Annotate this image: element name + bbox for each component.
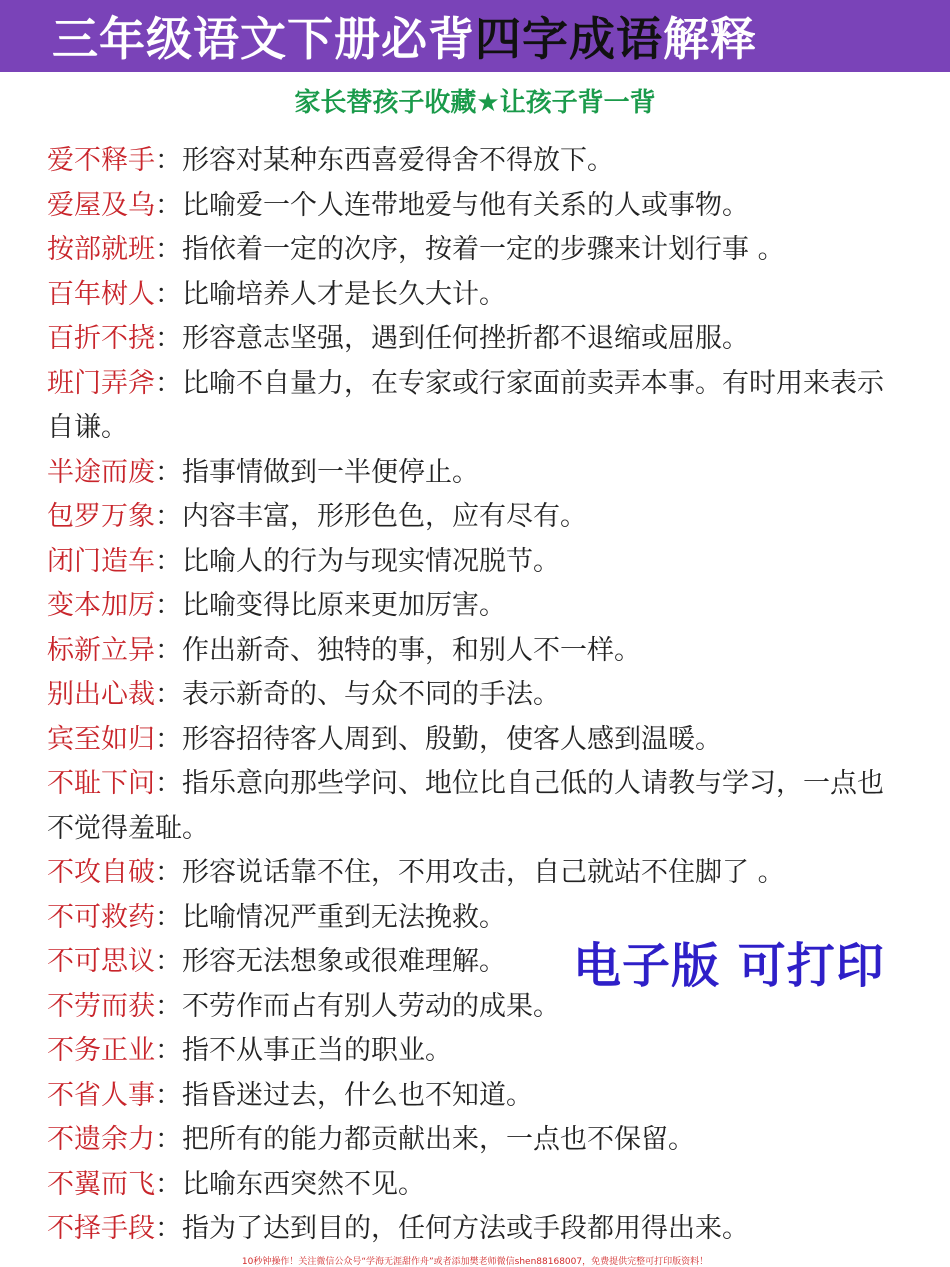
- separator: ：: [155, 634, 182, 666]
- idiom-entry: [47, 495, 907, 540]
- idiom-entry: [47, 273, 907, 318]
- separator: ：: [155, 946, 182, 977]
- separator: ：: [155, 189, 182, 221]
- idiom-entry: [47, 362, 907, 451]
- idiom-definition: 指不从事正当的职业。: [182, 1035, 452, 1066]
- idiom-term: 按部就班: [47, 234, 155, 265]
- idiom-term: 别出心裁: [47, 679, 155, 710]
- idiom-definition: 作出新奇、独特的事，和别人不一样。: [182, 634, 641, 666]
- idiom-term: 不遗余力: [47, 1124, 155, 1155]
- idiom-definition: 形容对某种东西喜爱得舍不得放下。: [182, 145, 614, 176]
- idiom-term: 半途而废: [47, 456, 155, 488]
- idiom-definition: 把所有的能力都贡献出来，一点也不保留。: [182, 1124, 695, 1155]
- title-part2: 解释: [663, 12, 757, 66]
- idiom-entry: [47, 540, 907, 585]
- separator: ：: [155, 1035, 182, 1066]
- idiom-entry: [47, 1029, 907, 1074]
- separator: ：: [155, 545, 182, 577]
- promo-text: 电子版 可打印: [573, 938, 885, 994]
- separator: ：: [155, 768, 182, 799]
- separator: ：: [155, 1079, 182, 1111]
- idiom-term: 不攻自破: [47, 857, 155, 888]
- idiom-definition: 形容说话靠不住，不用攻击，自己就站不住脚了 。: [182, 857, 785, 888]
- title-part1: 三年级语文下册必背: [52, 12, 475, 66]
- idiom-definition: 比喻东西突然不见。: [182, 1168, 425, 1200]
- idiom-entry: [47, 451, 907, 496]
- idiom-list: [47, 139, 907, 1252]
- idiom-term: 百年树人: [47, 278, 155, 310]
- idiom-term: 不省人事: [47, 1079, 155, 1111]
- idiom-definition: 比喻情况严重到无法挽救。: [182, 901, 506, 933]
- separator: ：: [155, 990, 182, 1022]
- idiom-entry: [47, 228, 907, 273]
- separator: ：: [155, 501, 182, 532]
- idiom-term: 爱不释手: [47, 145, 155, 176]
- idiom-definition: 形容无法想象或很难理解。: [182, 946, 506, 977]
- idiom-entry: [47, 1163, 907, 1208]
- separator: ：: [155, 323, 182, 354]
- idiom-term: 不务正业: [47, 1035, 155, 1066]
- separator: ：: [155, 901, 182, 933]
- idiom-entry: [47, 1118, 907, 1163]
- idiom-entry: [47, 184, 907, 229]
- idiom-term: 爱屋及乌: [47, 189, 155, 221]
- idiom-definition: 指为了达到目的，任何方法或手段都用得出来。: [182, 1213, 749, 1244]
- idiom-term: 班门弄斧: [47, 367, 155, 399]
- separator: ：: [155, 367, 182, 399]
- idiom-term: 包罗万象: [47, 501, 155, 532]
- idiom-definition: 指事情做到一半便停止。: [182, 456, 479, 488]
- idiom-entry: [47, 718, 907, 763]
- idiom-definition: 不劳作而占有别人劳动的成果。: [182, 990, 560, 1022]
- separator: ：: [155, 234, 182, 265]
- idiom-entry: [47, 1074, 907, 1119]
- idiom-term: 标新立异: [47, 634, 155, 666]
- idiom-definition: 比喻爱一个人连带地爱与他有关系的人或事物。: [182, 189, 749, 221]
- idiom-definition: 指乐意向那些学问、地位比自己低的人请教与学习，一点也不觉得羞耻。: [47, 768, 884, 844]
- idiom-definition: 比喻培养人才是长久大计。: [182, 278, 506, 310]
- separator: ：: [155, 1213, 182, 1244]
- footer-note: 10秒钟操作！关注微信公众号“学海无涯甜作舟”或者添加樊老师微信shen88168007，免费提供完整可打印版资料！: [241, 1257, 709, 1267]
- idiom-entry: [47, 629, 907, 674]
- idiom-term: 不劳而获: [47, 990, 155, 1022]
- idiom-term: 闭门造车: [47, 545, 155, 577]
- idiom-definition: 形容招待客人周到、殷勤，使客人感到温暖。: [182, 723, 722, 755]
- idiom-term: 百折不挠: [47, 323, 155, 354]
- idiom-definition: 比喻变得比原来更加厉害。: [182, 590, 506, 621]
- separator: ：: [155, 857, 182, 888]
- idiom-definition: 比喻不自量力，在专家或行家面前卖弄本事。有时用来表示自谦。: [47, 367, 884, 443]
- idiom-term: 不可思议: [47, 946, 155, 977]
- separator: ：: [155, 1124, 182, 1155]
- title-banner: [0, 0, 950, 72]
- subtitle: 家长替孩子收藏★让孩子背一背: [294, 88, 656, 118]
- idiom-term: 变本加厉: [47, 590, 155, 621]
- idiom-entry: [47, 851, 907, 896]
- idiom-term: 不择手段: [47, 1213, 155, 1244]
- idiom-entry: [47, 584, 907, 629]
- separator: ：: [155, 456, 182, 488]
- idiom-definition: 内容丰富，形形色色，应有尽有。: [182, 501, 587, 532]
- idiom-entry: [47, 762, 907, 851]
- separator: ：: [155, 278, 182, 310]
- idiom-term: 宾至如归: [47, 723, 155, 755]
- idiom-definition: 形容意志坚强，遇到任何挫折都不退缩或屈服。: [182, 323, 749, 354]
- idiom-term: 不耻下问: [47, 768, 155, 799]
- idiom-definition: 比喻人的行为与现实情况脱节。: [182, 545, 560, 577]
- idiom-definition: 表示新奇的、与众不同的手法。: [182, 679, 560, 710]
- idiom-term: 不翼而飞: [47, 1168, 155, 1200]
- separator: ：: [155, 679, 182, 710]
- page-title: [52, 3, 757, 69]
- idiom-definition: 指依着一定的次序，按着一定的步骤来计划行事 。: [182, 234, 785, 265]
- idiom-entry: [47, 317, 907, 362]
- separator: ：: [155, 590, 182, 621]
- idiom-entry: [47, 1207, 907, 1252]
- idiom-term: 不可救药: [47, 901, 155, 933]
- separator: ：: [155, 723, 182, 755]
- idiom-definition: 指昏迷过去，什么也不知道。: [182, 1079, 533, 1111]
- separator: ：: [155, 1168, 182, 1200]
- idiom-entry: [47, 673, 907, 718]
- separator: ：: [155, 145, 182, 176]
- title-highlight: 四字成语: [475, 12, 663, 66]
- idiom-entry: [47, 139, 907, 184]
